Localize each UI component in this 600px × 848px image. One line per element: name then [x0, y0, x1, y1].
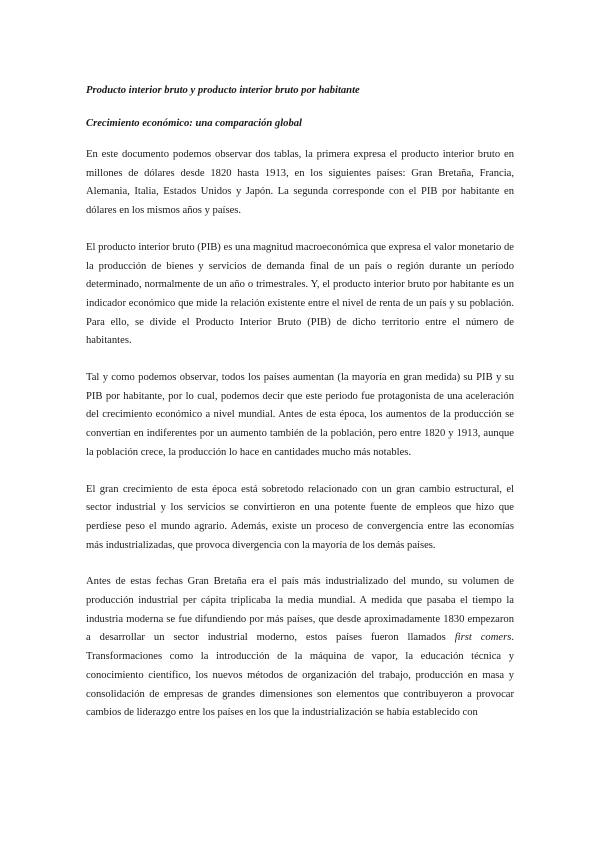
paragraph-pib-definition: El producto interior bruto (PIB) es una magnitud macroeconómica que expresa el valor monetario de la producción de bienes y servicios de demanda final de un país o región durante un período determinado, normalmente de un año o trimestrales. Y, el producto interior bruto por habitante es un indicador económico que mide la relación existente entre el nivel de renta de un país y su población. Para ello, se divide el Producto Interior Bruto (PIB) de dicho territorio entre el número de habitantes. [86, 241, 514, 347]
first-comers-term: first comers [454, 632, 512, 644]
document-title: Producto interior bruto y producto interior bruto por habitante [86, 85, 360, 96]
document-subtitle: Crecimiento económico: una comparación global [86, 118, 302, 129]
paragraph-intro: En este documento podemos observar dos tablas, la primera expresa el producto interior bruto en millones de dólares desde 1820 hasta 1913, en los siguientes países: Gran Bretaña, Francia, Alemania, Italia, Estados Unidos y Japón. La segunda corresponde con el PIB por habitante en dólares en los mismos años y países. [86, 149, 514, 217]
paragraph-industrialization [86, 573, 514, 723]
paragraph-growth-analysis: Tal y como podemos observar, todos los países aumentan (la mayoría en gran medida) su PIB y su PIB por habitante, por lo cual, podemos decir que este periodo fue protagonista de una aceleración del crecimiento económico a nivel mundial. Antes de esta época, los aumentos de la producción se convertían en indiferentes por un aumento también de la población, pero entre 1820 y 1913, aunque la población crece, la producción lo hace en cantidades mucho más notables. [86, 372, 514, 458]
paragraph-structural-change: El gran crecimiento de esta época está sobretodo relacionado con un gran cambio estructural, el sector industrial y los servicios se convirtieron en una potente fuente de empleos que hizo que perdiese peso el mundo agrario. Además, existe un proceso de convergencia entre las economías más industrializadas, que provoca divergencia con la mayoría de los demás países. [86, 483, 514, 551]
paragraph-industrialization-part2: . Transformaciones como la introducción de la máquina de vapor, la educación técnica y conocimiento científico, los nuevos métodos de organización del trabajo, producción en masa y consolidación de empresas de grandes dimensiones son elementos que contribuyeron a provocar cambios de liderazgo entre los países en los que la industrialización se había establecido con [86, 632, 514, 719]
paragraph-industrialization-part1: Antes de estas fechas Gran Bretaña era el país más industrializado del mundo, su volumen de producción industrial per cápita triplicaba la media mundial. A medida que pasaba el tiempo la industria moderna se fue difundiendo por más países, que desde aproximadamente 1830 empezaron a desarrollar un sector industrial moderno, estos países fueron llamados [86, 576, 514, 644]
document-body [86, 84, 514, 723]
